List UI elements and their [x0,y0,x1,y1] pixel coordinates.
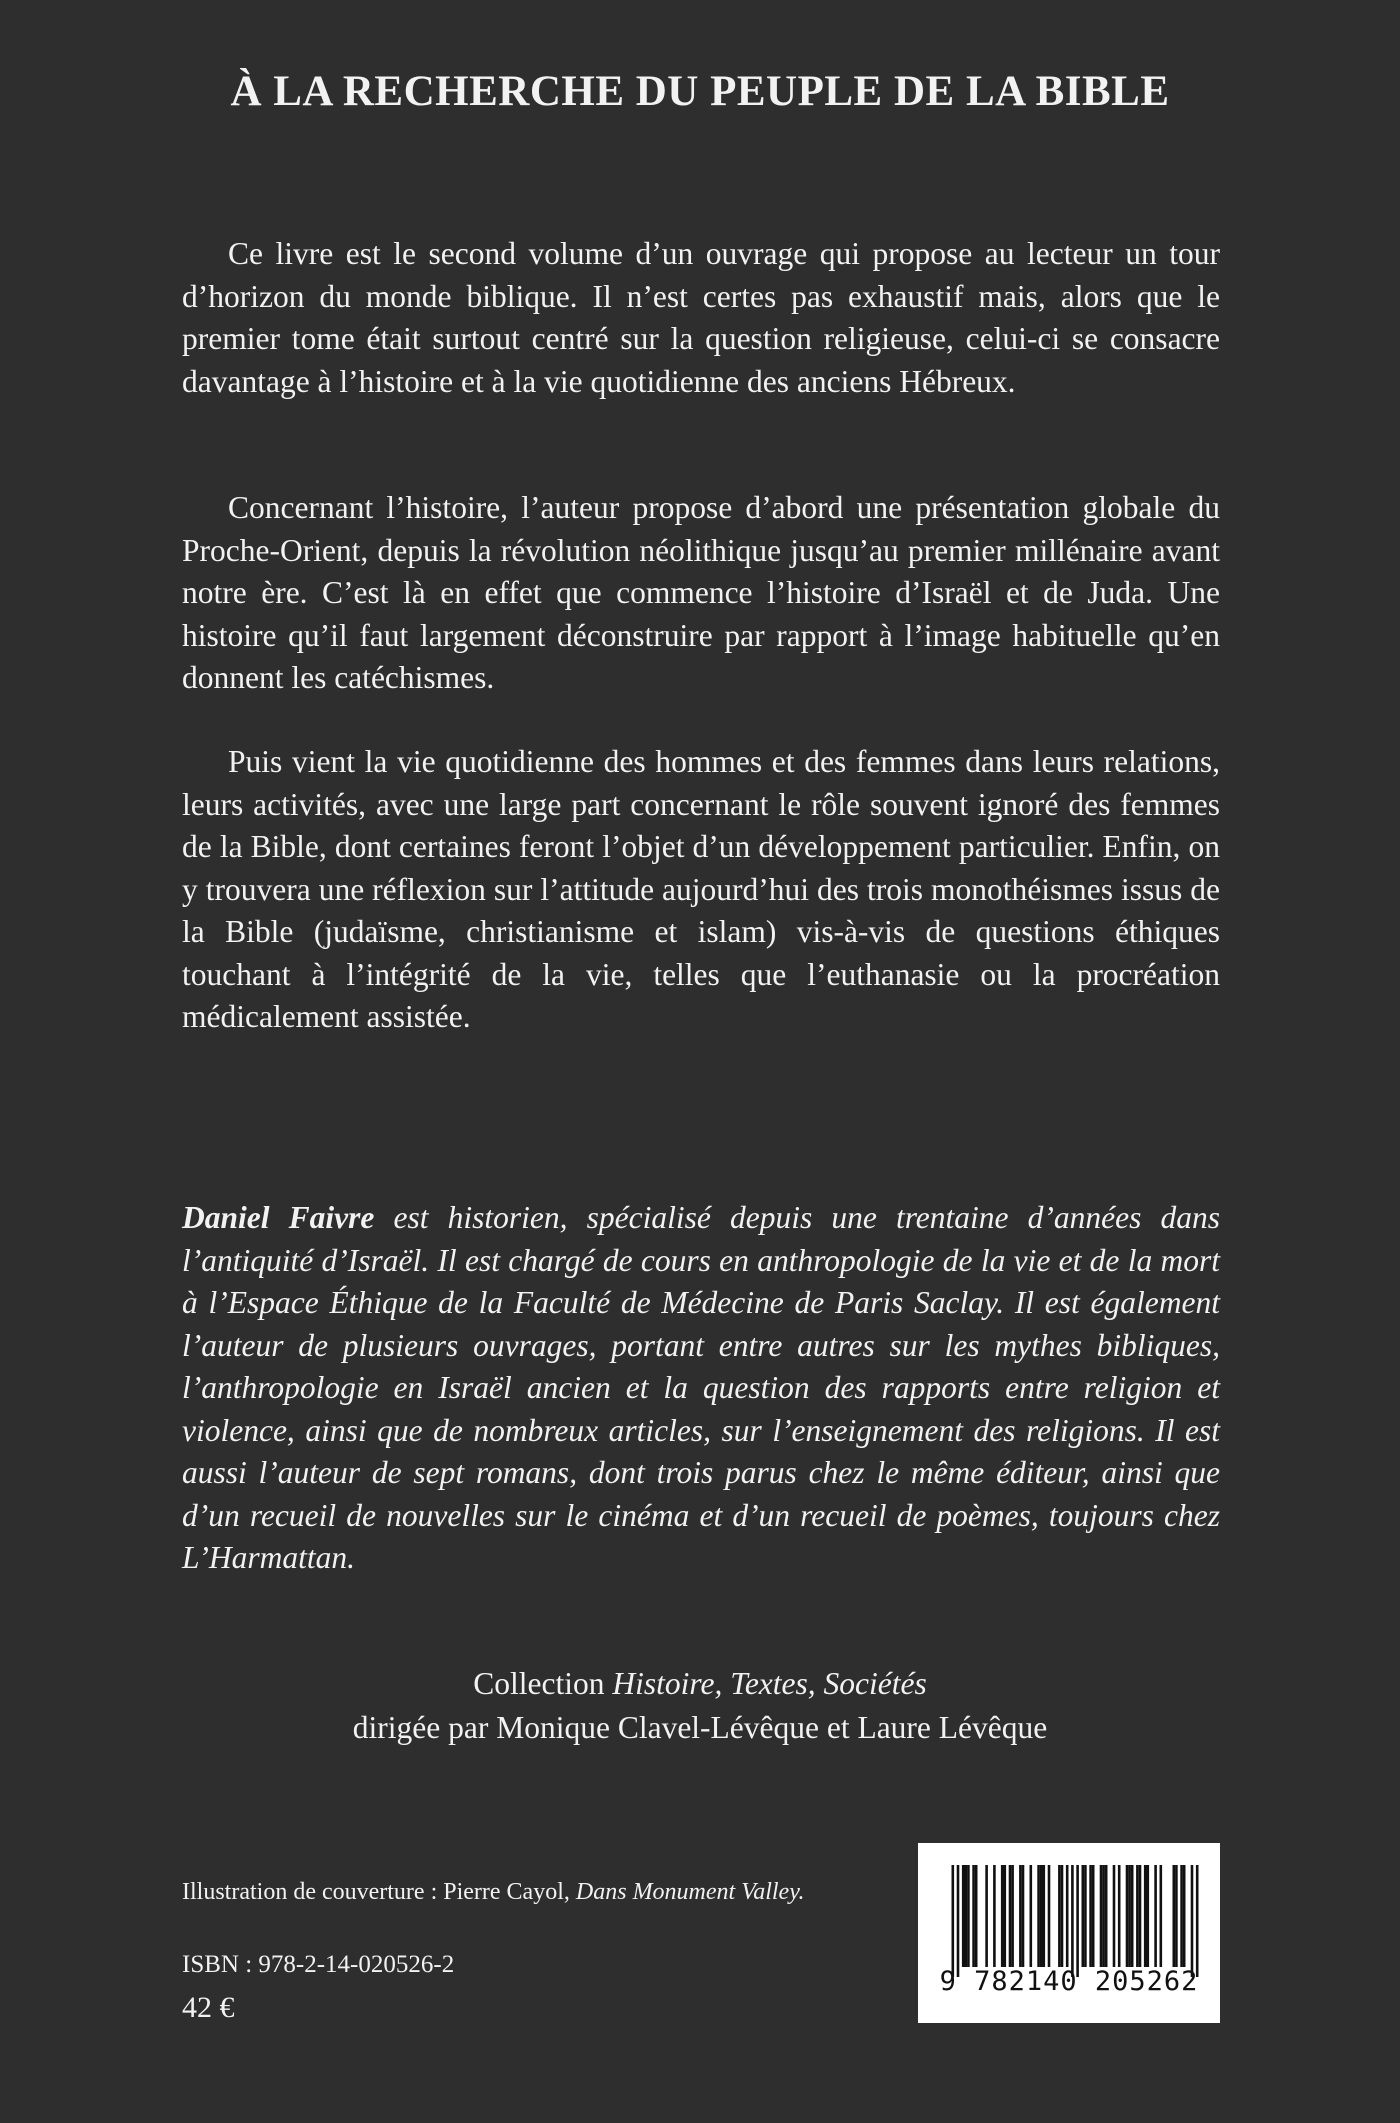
barcode-bar [1089,1865,1092,1967]
barcode-bar [1048,1865,1051,1967]
barcode-bar [1183,1865,1186,1967]
paragraph-text: Concernant l’histoire, l’auteur propose d’abord une présentation globale du Proche-Orient, depuis la révolution néolithique jusqu’au premier millénaire avant notre ère. C’est là en effet que commence l’histoire d’Israël et de Juda. Une histoire qu’il faut largement déconstruire par rapport à l’image habituelle qu’en donnent les catéchismes. [182,490,1220,695]
barcode-bar [1160,1865,1163,1967]
barcode-bar [1136,1865,1139,1967]
collection-prefix: Collection [473,1666,613,1701]
barcode-bar [1154,1865,1157,1967]
barcode-bar [1066,1865,1069,1967]
barcode-guard-bar [1076,1865,1079,1977]
barcode-bar [1118,1865,1121,1967]
barcode-bar [1100,1865,1103,1967]
barcode-bar [1022,1865,1025,1967]
author-bio [182,1197,1220,1580]
price: 42 € [182,1991,235,2024]
barcode-bar [1126,1865,1129,1967]
description-paragraph-2 [182,487,1220,700]
barcode-bar [972,1865,975,1967]
collection-line [0,1662,1400,1706]
barcode-bar [1082,1865,1085,1967]
barcode-guard-bar [952,1865,955,1977]
barcode-bar [1019,1865,1022,1967]
barcode [918,1843,1220,2023]
barcode-bar [993,1865,996,1967]
barcode-bar [1147,1865,1150,1967]
author-name: Daniel Faivre [182,1200,375,1235]
barcode-bar [1128,1865,1131,1967]
barcode-bar [1043,1865,1046,1967]
barcode-bar [975,1865,978,1967]
barcode-guard-bar [1191,1865,1194,1977]
barcode-bar [1084,1865,1087,1967]
barcode-bar [1105,1865,1108,1967]
collection-info [0,1662,1400,1750]
barcode-bar [1092,1865,1095,1967]
barcode-bar [1058,1865,1061,1967]
barcode-bar [1144,1865,1147,1967]
barcode-bar [1001,1865,1004,1967]
barcode-bar [1061,1865,1064,1967]
barcode-bar [1113,1865,1116,1967]
barcode-bar [1004,1865,1007,1967]
barcode-bar [1037,1865,1040,1967]
barcode-bar [1173,1865,1176,1967]
collection-directors: dirigée par Monique Clavel-Lévêque et Laure Lévêque [352,1710,1048,1745]
isbn: ISBN : 978-2-14-020526-2 [182,1951,455,1978]
barcode-bar [1030,1865,1033,1967]
credit-prefix: Illustration de couverture : Pierre Cayol, [182,1879,576,1905]
barcode-bar [965,1865,968,1967]
description-paragraph-1 [182,233,1220,403]
author-bio-text: est historien, spécialisé depuis une trentaine d’années dans l’antiquité d’Israël. Il est chargé de cours en anthropologie de la vie et de la mort à l’Espace Éthique de la Faculté de Médecine de Paris Saclay. Il est également l’auteur de plusieurs ouvrages, portant entre autres sur les mythes bibliques, l’anthropologie en Israël ancien et la question des rapports entre religion et violence, ainsi que de nombreux articles, sur l’enseignement des religions. Il est aussi l’auteur de sept romans, dont trois parus chez le même éditeur, ainsi que d’un recueil de nouvelles sur le cinéma et d’un recueil de poèmes, toujours chez L’Harmattan. [182,1200,1220,1575]
barcode-bar [962,1865,965,1967]
barcode-bar [1102,1865,1105,1967]
barcode-bar [1175,1865,1178,1967]
barcode-bar [1131,1865,1134,1967]
paragraph-text: Ce livre est le second volume d’un ouvrage qui propose au lecteur un tour d’horizon du monde biblique. Il n’est certes pas exhaustif mais, alors que le premier tome était surtout centré sur la question religieuse, celui-ci se consacre davantage à l’histoire et à la vie quotidienne des anciens Hébreux. [182,236,1220,399]
barcode-bar [985,1865,988,1967]
barcode-guard-bar [1071,1865,1074,1977]
collection-name: Histoire, Textes, Sociétés [612,1666,927,1701]
barcode-bar [967,1865,970,1967]
book-title: À LA RECHERCHE DU PEUPLE DE LA BIBLE [230,68,1170,115]
barcode-bar [1180,1865,1183,1967]
barcode-bar [1040,1865,1043,1967]
credit-work: Dans Monument Valley. [575,1879,805,1905]
barcode-guard-bar [957,1865,960,1977]
description-paragraph-3 [182,741,1220,1039]
barcode-digits: 9 782140 205262 [939,1966,1199,1997]
barcode-bar [1139,1865,1142,1967]
barcode-bar [1011,1865,1014,1967]
barcode-guard-bar [1196,1865,1199,1977]
paragraph-text: Puis vient la vie quotidienne des hommes et des femmes dans leurs relations, leurs activités, avec une large part concernant le rôle souvent ignoré des femmes de la Bible, dont certaines feront l’objet d’un développement particulier. Enfin, on y trouvera une réflexion sur l’attitude aujourd’hui des trois monothéismes issus de la Bible (judaïsme, christianisme et islam) vis-à-vis de questions éthiques touchant à l’intégrité de la vie, telles que l’euthanasie ou la procréation médicalement assistée. [182,744,1220,1034]
cover-illustration-credit [182,1877,805,1907]
barcode-bar [1009,1865,1012,1967]
